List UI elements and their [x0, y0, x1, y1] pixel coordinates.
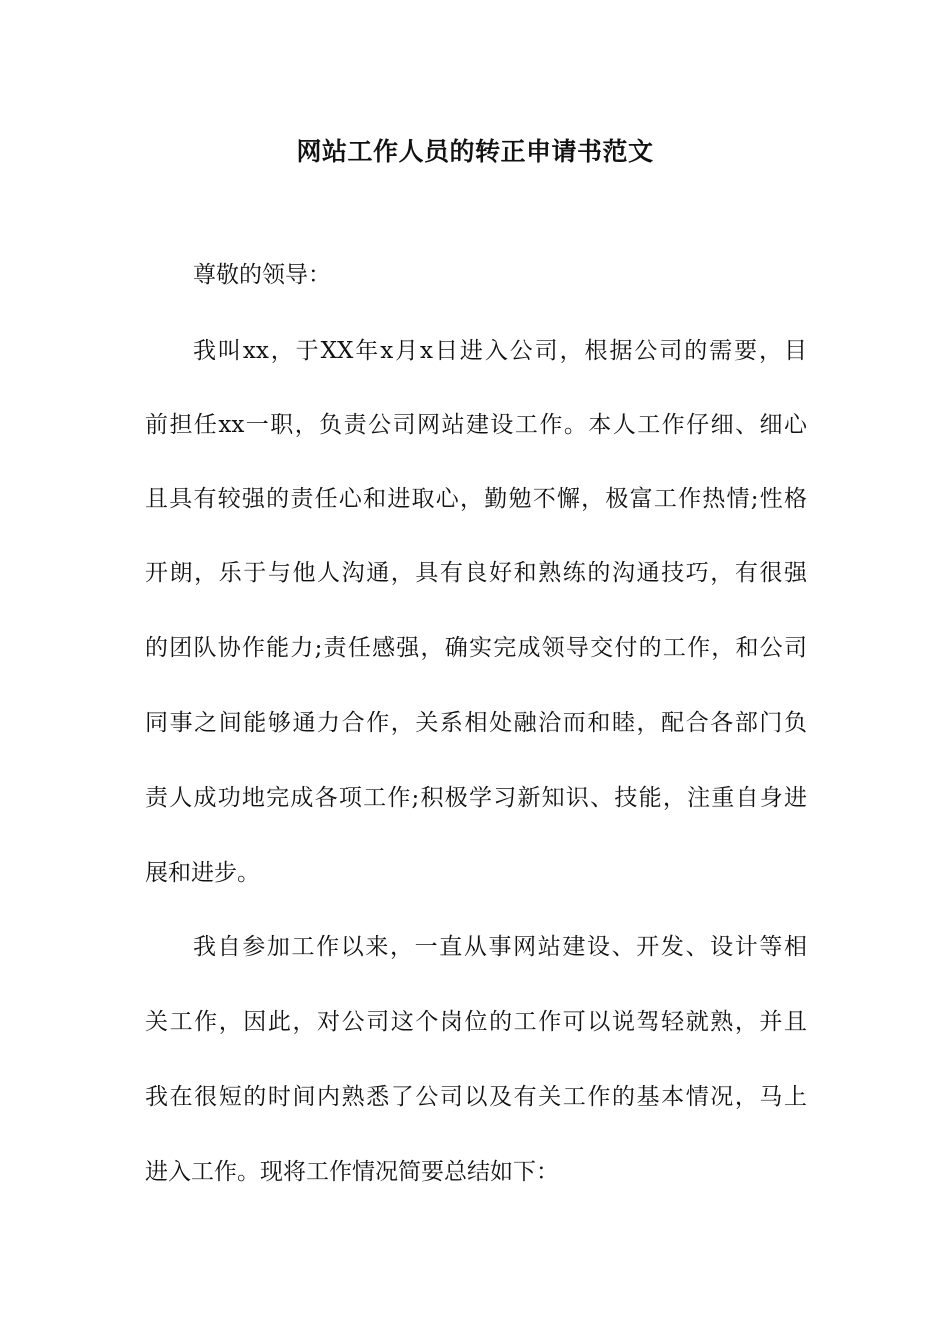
paragraph-2-line-3: 我在很短的时间内熟悉了公司以及有关工作的基本情况，马上 [145, 1084, 807, 1110]
paragraph-1-line-4: 开朗，乐于与他人沟通，具有良好和熟练的沟通技巧，有很强 [145, 560, 807, 586]
paragraph-2-line-1: 我自参加工作以来，一直从事网站建设、开发、设计等相 [193, 934, 807, 960]
paragraph-1-line-6: 同事之间能够通力合作，关系相处融洽而和睦，配合各部门负 [145, 710, 807, 736]
paragraph-2-line-4: 进入工作。现将工作情况简要总结如下： [145, 1159, 559, 1185]
paragraph-1-line-7: 责人成功地完成各项工作;积极学习新知识、技能，注重自身进 [145, 785, 807, 811]
salutation: 尊敬的领导： [193, 262, 331, 288]
paragraph-1-line-2: 前担任xx一职，负责公司网站建设工作。本人工作仔细、细心 [145, 412, 807, 438]
document-title: 网站工作人员的转正申请书范文 [296, 137, 654, 166]
paragraph-1-line-5: 的团队协作能力;责任感强，确实完成领导交付的工作，和公司 [145, 635, 807, 661]
paragraph-2-line-2: 关工作，因此，对公司这个岗位的工作可以说驾轻就熟，并且 [145, 1009, 807, 1035]
paragraph-1-line-3: 且具有较强的责任心和进取心，勤勉不懈，极富工作热情;性格 [145, 486, 807, 512]
paragraph-1-line-8: 展和进步。 [145, 860, 260, 886]
paragraph-1-line-1: 我叫xx，于XX年x月x日进入公司，根据公司的需要，目 [193, 338, 807, 364]
